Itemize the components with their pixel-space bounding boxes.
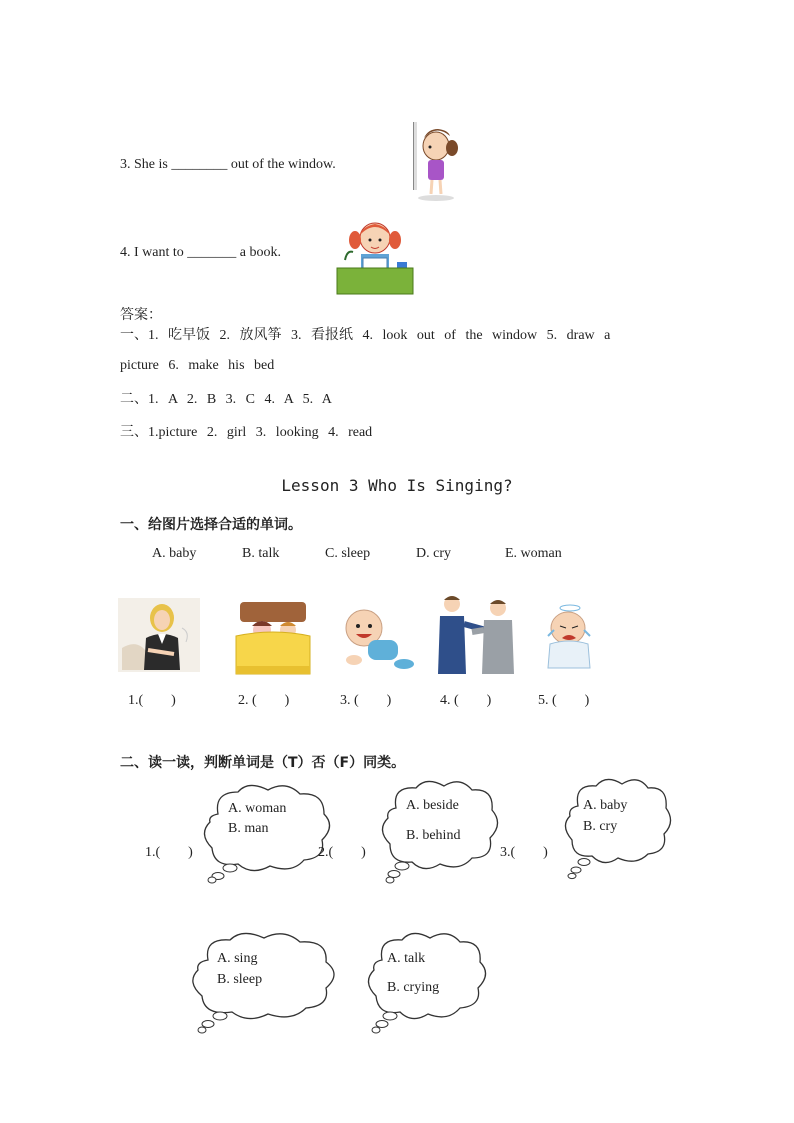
option-a: A. baby xyxy=(152,546,197,561)
blank-1[interactable]: 1.( ) xyxy=(128,693,176,708)
question-3: 3. She is ________ out of the window. xyxy=(120,157,336,172)
men-talking-image xyxy=(434,594,518,676)
bubble-4-b: B. sleep xyxy=(217,972,263,987)
blank-3[interactable]: 3. ( ) xyxy=(340,693,392,708)
bubble-1-a: A. woman xyxy=(228,801,287,816)
girl-looking-out-window-image xyxy=(408,120,460,204)
crying-baby-image xyxy=(536,598,606,672)
bubble-5-b: B. crying xyxy=(387,980,440,995)
option-b: B. talk xyxy=(242,546,280,561)
thought-bubble-3 xyxy=(560,776,676,882)
blank-2[interactable]: 2. ( ) xyxy=(238,693,290,708)
baby-image xyxy=(336,602,416,672)
bubble-2-a: A. beside xyxy=(406,798,459,813)
bubble-4-a: A. sing xyxy=(217,951,258,966)
option-d: D. cry xyxy=(416,546,451,561)
answers-label: 答案： xyxy=(120,308,162,323)
blank-5[interactable]: 5. ( ) xyxy=(538,693,590,708)
woman-image xyxy=(118,598,200,672)
option-c: C. sleep xyxy=(325,546,371,561)
answers-line-4: 三、1.picture 2. girl 3. looking 4. read xyxy=(120,425,373,440)
bubble-3-a: A. baby xyxy=(583,798,628,813)
answers-line-2: picture 6. make his bed xyxy=(120,358,275,373)
option-e: E. woman xyxy=(505,546,562,561)
judge-1[interactable]: 1.( ) xyxy=(145,845,193,860)
part-2-heading: 二、读一读，判断单词是（T）否（F）同类。 xyxy=(120,755,406,771)
bubble-2-b: B. behind xyxy=(406,828,461,843)
bubble-1-b: B. man xyxy=(228,821,269,836)
question-4: 4. I want to _______ a book. xyxy=(120,245,281,260)
part-1-heading: 一、给图片选择合适的单词。 xyxy=(120,517,302,533)
answers-line-3: 二、1. A 2. B 3. C 4. A 5. A xyxy=(120,392,332,407)
judge-2[interactable]: 2.( ) xyxy=(318,845,366,860)
bubble-5-a: A. talk xyxy=(387,951,426,966)
blank-4[interactable]: 4. ( ) xyxy=(440,693,492,708)
answers-line-1: 一、1. 吃早饭 2. 放风筝 3. 看报纸 4. look out of the window 5. draw a xyxy=(120,328,611,343)
sleeping-children-image xyxy=(234,600,312,676)
thought-bubble-4 xyxy=(184,928,348,1036)
judge-3[interactable]: 3.( ) xyxy=(500,845,548,860)
girl-reading-image xyxy=(335,216,415,296)
lesson-title: Lesson 3 Who Is Singing? xyxy=(281,476,513,495)
bubble-3-b: B. cry xyxy=(583,819,618,834)
